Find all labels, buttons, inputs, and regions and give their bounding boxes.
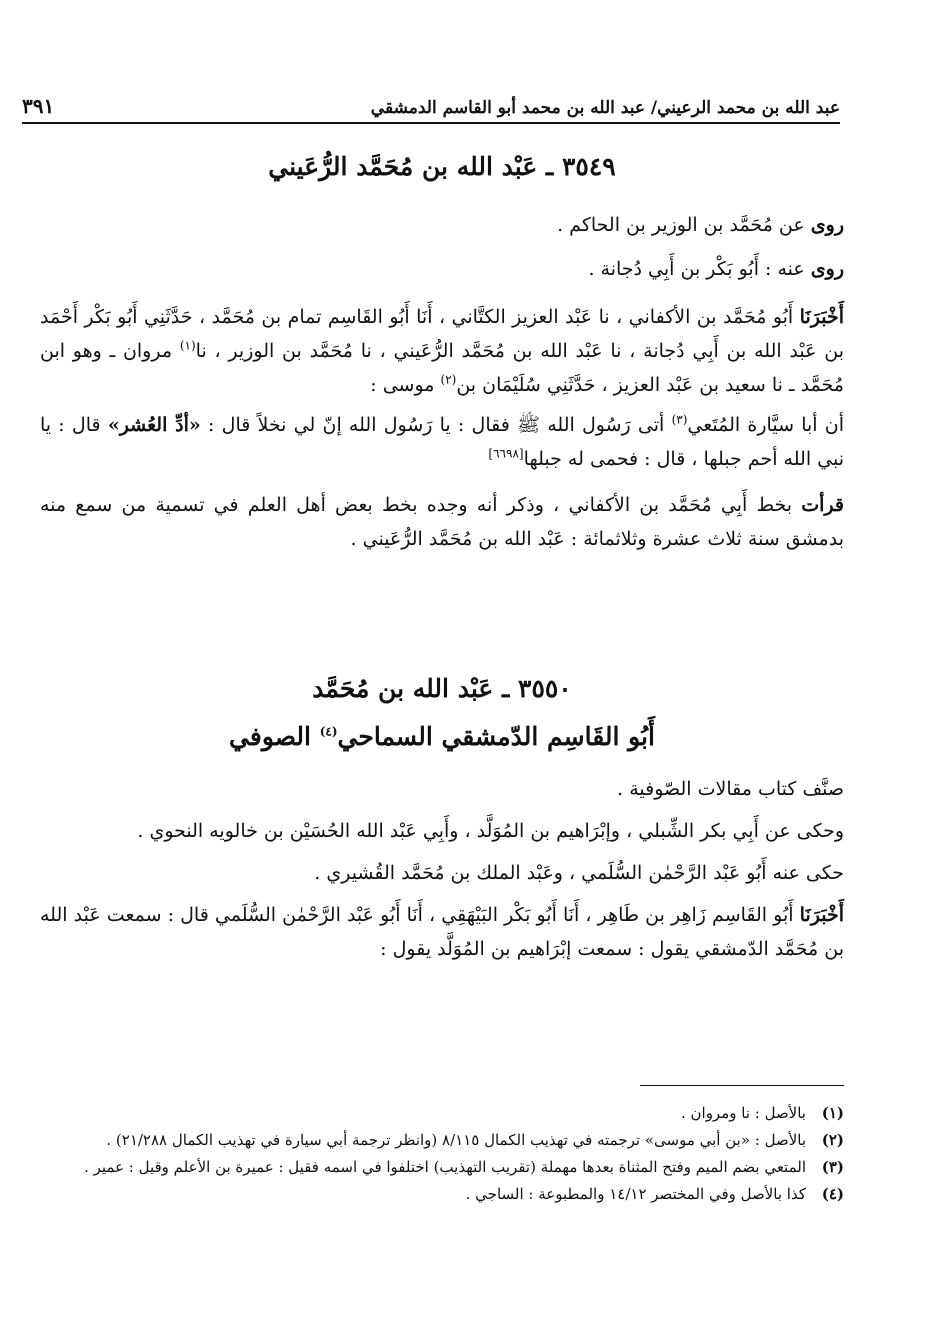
hadith-quote: «أدِّ العُشر»	[107, 414, 201, 436]
isnad-part1: أَبُو مُحَمَّد بن الأكفاني ، نا عَبْد العزيز الكتَّاني ، أَنَا أَبُو القَاسِم تمام بن مُحَمَّد ، حَدَّثَنِي أَبُو بَكْر أَحْمَد بن عَبْد الله بن أَبِي دُجانة ، نا عَبْد الله بن مُحَمَّد الرُّعَيني ، نا مُحَمَّد بن الوزير ، نا	[40, 306, 845, 362]
hadith-paragraph	[40, 408, 844, 476]
rawa-anhu-label: روى	[810, 258, 844, 280]
footnote-number: (١)	[821, 1104, 844, 1122]
rawa-an-paragraph	[40, 208, 844, 242]
entry-3550-isnad	[40, 898, 844, 966]
entry-3550-p2: وحكى عن أَبِي بكر الشِّبلي ، وإبْرَاهيم بن المُوَلَّد ، وأَبِي عَبْد الله الحُسَيْن بن خالويه النحوي .	[137, 820, 844, 842]
hadith-part1: أن أبا سيَّارة المُتَعي	[687, 414, 845, 436]
footnote-ref-3[interactable]: (٣)	[671, 412, 688, 427]
entry-3550-p1: صنَّف كتاب مقالات الصّوفية .	[617, 778, 844, 800]
hadith-part2: أتى رَسُول الله ﷺ فقال : يا رَسُول الله إنّ لي نخلاً قال :	[208, 414, 665, 436]
footnote-separator	[640, 1085, 844, 1086]
isnad-part2: مروان ـ وهو ابن مُحَمَّد ـ نا سعيد بن عَبْد العزيز ، حَدَّثَنِي سُلَيْمَان بن	[40, 340, 844, 396]
rawa-anhu-paragraph	[40, 252, 844, 286]
footnote-ref-4[interactable]: (٤)	[319, 724, 338, 739]
hadith-number: [٦٦٩٨]	[488, 446, 524, 461]
entry-3550-isnad-label: أَخْبَرَنَا	[799, 904, 844, 926]
rawa-anhu-text: عنه : أَبُو بَكْر بن أَبِي دُجانة .	[588, 258, 805, 280]
footnote-number: (٣)	[821, 1158, 844, 1176]
isnad-part3: موسى :	[370, 374, 435, 396]
entry-3550-title-name: أَبُو القَاسِم الدّمشقي السماحي	[337, 722, 655, 751]
entry-3549-body	[40, 208, 844, 556]
footnote-number: (٢)	[821, 1131, 844, 1149]
qara-paragraph	[40, 488, 844, 556]
footnote-ref-2[interactable]: (٢)	[440, 372, 457, 387]
running-header	[22, 84, 840, 124]
footnote-text: المتعي بضم الميم وفتح المثناة بعدها مهملة (تقريب التهذيب) اختلفوا في اسمه فقيل : عميرة بن الأعلم وقيل : عمير .	[84, 1158, 806, 1176]
entry-3550-title-nisba: الصوفي	[229, 722, 311, 751]
entry-3550-p3: حكى عنه أَبُو عَبْد الرَّحْمٰن السُّلَمي ، وعَبْد الملك بن مُحَمَّد القُشيري .	[314, 862, 844, 884]
page-number: ٣٩١	[22, 94, 55, 118]
isnad-label: أَخْبَرَنَا	[799, 306, 844, 328]
footnote-ref-1[interactable]: (١)	[179, 338, 196, 353]
qara-label: قرأت	[801, 494, 844, 516]
hadith-part3: قال : يا نبي الله أحم جبلها ، قال : فحمى له جبلها	[40, 414, 844, 470]
footnote-text: بالأصل : نا ومروان .	[680, 1104, 806, 1122]
entry-3550-title-line2	[40, 716, 844, 758]
footnotes	[40, 1100, 844, 1208]
footnote-text: بالأصل : «بن أبي موسى» ترجمته في تهذيب الكمال ٨/١١٥ (وانظر ترجمة أبي سيارة في تهذيب الكمال ٢١/٢٨٨) .	[106, 1131, 806, 1149]
footnote-text: كذا بالأصل وفي المختصر ١٤/١٢ والمطبوعة : الساجي .	[465, 1185, 806, 1203]
isnad-paragraph	[40, 300, 844, 402]
footnote-4	[40, 1181, 844, 1208]
rawa-an-text: عن مُحَمَّد بن الوزير بن الحاكم .	[557, 214, 805, 236]
entry-3549-title: ٣٥٤٩ ـ عَبْد الله بن مُحَمَّد الرُّعَيني	[268, 152, 616, 181]
footnote-1	[40, 1100, 844, 1127]
entry-3550-body	[40, 772, 844, 966]
qara-text: بخط أَبِي مُحَمَّد بن الأكفاني ، وذكر أنه وجده بخط بعض أهل العلم في تسمية من سمع منه بدمشق سنة ثلاث عشرة وثلاثمائة : عَبْد الله بن مُحَمَّد الرُّعَيني .	[40, 494, 844, 550]
footnote-3	[40, 1154, 844, 1181]
footnote-number: (٤)	[821, 1185, 844, 1203]
footnote-2	[40, 1127, 844, 1154]
entry-3550-isnad-text: أَبُو القَاسِم زَاهِر بن طَاهِر ، أَنَا أَبُو بَكْر البَيْهَقِي ، أَنَا أَبُو عَبْد الرَّحْمٰن السُّلَمي قال : سمعت عَبْد الله بن مُحَمَّد الدّمشقي يقول : سمعت إبْرَاهيم بن المُوَلَّد يقول :	[40, 904, 844, 960]
rawa-an-label: روى	[810, 214, 844, 236]
entry-3550-title-line1: ٣٥٥٠ ـ عَبْد الله بن مُحَمَّد	[312, 674, 572, 703]
running-header-title: عبد الله بن محمد الرعيني/ عبد الله بن محمد أبو القاسم الدمشقي	[370, 98, 840, 118]
